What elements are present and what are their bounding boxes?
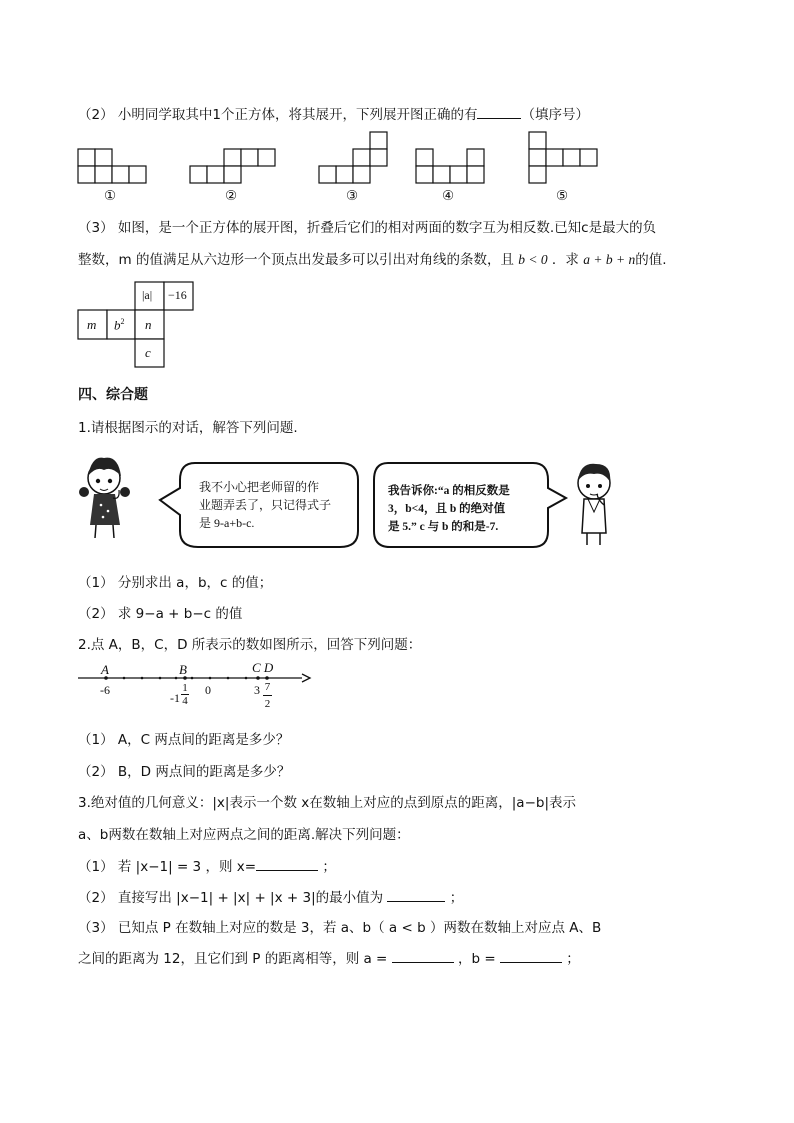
p3-sub2: （2） 直接写出 |x−1| + |x| + |x + 3|的最小值为 ； [78,890,464,906]
p3-sub3-line2: 之间的距离为 12，且它们到 P 的距离相等，则 a = ，b = ； [78,951,580,967]
q3-expression: a + b + n [583,252,636,267]
q3-text-2: 整数，m 的值满足从六边形一个顶点出发最多可以引出对角线的条数，且 [78,252,514,268]
p2-title: 2.点 A，B，C，D 所表示的数如图所示，回答下列问题： [78,637,422,653]
left-bubble-text: 我不小心把老师留的作 业题弄丢了，只记得式子 是 9-a+b-c. [199,480,332,530]
q2-number: （2） [78,107,114,123]
p3-sub3-line1: （3） 已知点 P 在数轴上对应的数是 3，若 a、b（ a < b ）两数在数轴上对应点 A、B [78,920,602,936]
net-label-5: ⑤ [556,188,569,204]
p2-sub1: （1） A，C 两点间的距离是多少？ [78,732,290,748]
p3-sub2-blank[interactable] [387,889,445,902]
point-A-label: A [101,662,109,677]
point-B-label: B [179,662,187,677]
p3-sub1: （1） 若 |x−1| = 3 ，则 x= ； [78,859,336,875]
net-label-3: ③ [346,188,359,204]
q3-text-1: 如图，是一个正方体的展开图，折叠后它们的相对两面的数字互为相反数.已知c是最大的负 [117,220,657,236]
p3-sub1-blank[interactable] [256,858,318,871]
q3-text-4: 的值. [635,252,667,268]
section-title: 四、综合题 [78,387,148,403]
p2-sub2: （2） B，D 两点间的距离是多少？ [78,764,291,780]
net-cell-abs-a: |a| [142,288,153,302]
point-C-value: 3 [254,683,260,697]
net-cell-m: m [87,317,97,332]
zero-label: 0 [205,683,211,697]
right-bubble-text: 我告诉你:“a 的相反数是 3，b<4，且 b 的绝对值 是 5.” c 与 b 的和是-7. [388,485,510,533]
net-cell-c: c [145,345,151,360]
point-B-value-int: -1 [170,691,180,705]
p3-b-blank[interactable] [500,950,562,963]
q3-condition: b < 0 [518,252,548,267]
point-A-value: -6 [100,683,110,697]
point-D-value-frac: 7 2 [264,681,271,710]
net-cell-b2: $b^2$ [114,317,125,333]
p1-title: 1.请根据图示的对话，解答下列问题. [78,420,298,436]
net-label-2: ② [225,188,238,204]
p1-sub1: （1） 分别求出 a，b，c 的值； [78,575,273,591]
p3-line-2: a、b两数在数轴上对应两点之间的距离.解决下列问题： [78,827,410,843]
q3-text-3: ．求 [551,252,579,268]
point-CD-label: C D [252,660,274,675]
net-label-4: ④ [442,188,455,204]
net-cell-neg16: −16 [168,288,187,302]
p3-a-blank[interactable] [392,950,454,963]
net-cell-n: n [145,317,152,332]
q2-suffix: （填序号） [521,107,589,123]
q3-number: （3） [78,220,114,236]
p1-sub2: （2） 求 9−a + b−c 的值 [78,606,243,622]
q2-text: 小明同学取其中1个正方体，将其展开，下列展开图正确的有 [117,107,478,123]
p3-line-1: 3.绝对值的几何意义：|x|表示一个数 x在数轴上对应的点到原点的距离，|a−b|表示 [78,795,576,811]
net-label-1: ① [104,188,117,204]
point-B-value-frac: 1 4 [182,682,188,707]
